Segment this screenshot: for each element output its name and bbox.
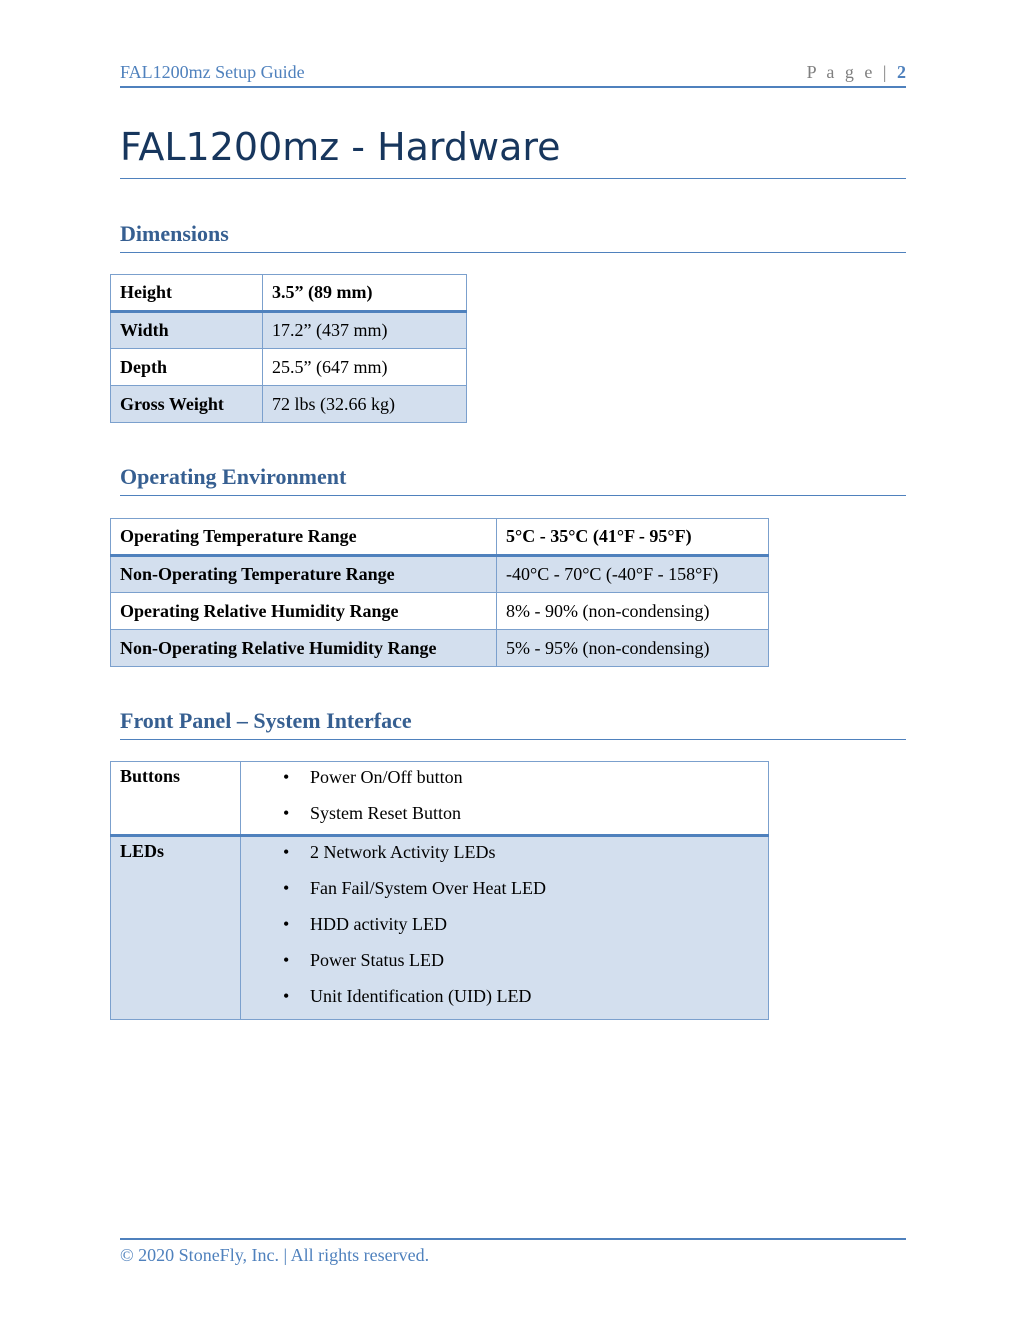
table-row <box>111 349 467 386</box>
row-value: 5% - 95% (non-condensing) <box>497 630 769 667</box>
row-label: Non-Operating Temperature Range <box>111 556 497 593</box>
list-item: • Power On/Off button <box>250 762 759 798</box>
section-heading-environment: Operating Environment <box>120 464 906 496</box>
row-label: LEDs <box>111 836 241 1020</box>
table-row <box>111 275 467 312</box>
row-label: Operating Relative Humidity Range <box>111 593 497 630</box>
table-row <box>111 556 769 593</box>
list-item: • Fan Fail/System Over Heat LED <box>250 873 759 909</box>
table-row <box>111 312 467 349</box>
front-panel-table <box>110 761 769 1020</box>
row-label: Non-Operating Relative Humidity Range <box>111 630 497 667</box>
list-item: • Power Status LED <box>250 945 759 981</box>
row-label: Buttons <box>111 762 241 836</box>
row-label: Width <box>111 312 263 349</box>
row-value: 3.5” (89 mm) <box>263 275 467 312</box>
row-value: 5°C - 35°C (41°F - 95°F) <box>497 519 769 556</box>
page-number: 2 <box>897 62 906 82</box>
table-row <box>111 762 769 836</box>
buttons-list <box>250 762 759 834</box>
row-value <box>241 762 769 836</box>
section-heading-front-panel: Front Panel – System Interface <box>120 708 906 740</box>
row-value: 8% - 90% (non-condensing) <box>497 593 769 630</box>
header-page-number <box>807 62 906 83</box>
section-heading-dimensions: Dimensions <box>120 221 906 253</box>
page-title: FAL1200mz - Hardware <box>120 124 906 179</box>
row-value: 72 lbs (32.66 kg) <box>263 386 467 423</box>
table-row <box>111 519 769 556</box>
header-doc-title: FAL1200mz Setup Guide <box>120 62 305 82</box>
row-value: -40°C - 70°C (-40°F - 158°F) <box>497 556 769 593</box>
row-value <box>241 836 769 1020</box>
page-footer: © 2020 StoneFly, Inc. | All rights reserved. <box>120 1238 906 1266</box>
row-label: Depth <box>111 349 263 386</box>
table-row <box>111 630 769 667</box>
list-item: • HDD activity LED <box>250 909 759 945</box>
page-label: P a g e | <box>806 62 890 82</box>
list-item: • Unit Identification (UID) LED <box>250 981 759 1017</box>
leds-list <box>250 837 759 1017</box>
table-row <box>111 836 769 1020</box>
environment-table <box>110 518 769 667</box>
page-header <box>120 60 906 88</box>
row-label: Operating Temperature Range <box>111 519 497 556</box>
row-value: 17.2” (437 mm) <box>263 312 467 349</box>
list-item: • System Reset Button <box>250 798 759 834</box>
table-row <box>111 386 467 423</box>
row-value: 25.5” (647 mm) <box>263 349 467 386</box>
list-item: • 2 Network Activity LEDs <box>250 837 759 873</box>
row-label: Gross Weight <box>111 386 263 423</box>
row-label: Height <box>111 275 263 312</box>
dimensions-table <box>110 274 467 423</box>
table-row <box>111 593 769 630</box>
